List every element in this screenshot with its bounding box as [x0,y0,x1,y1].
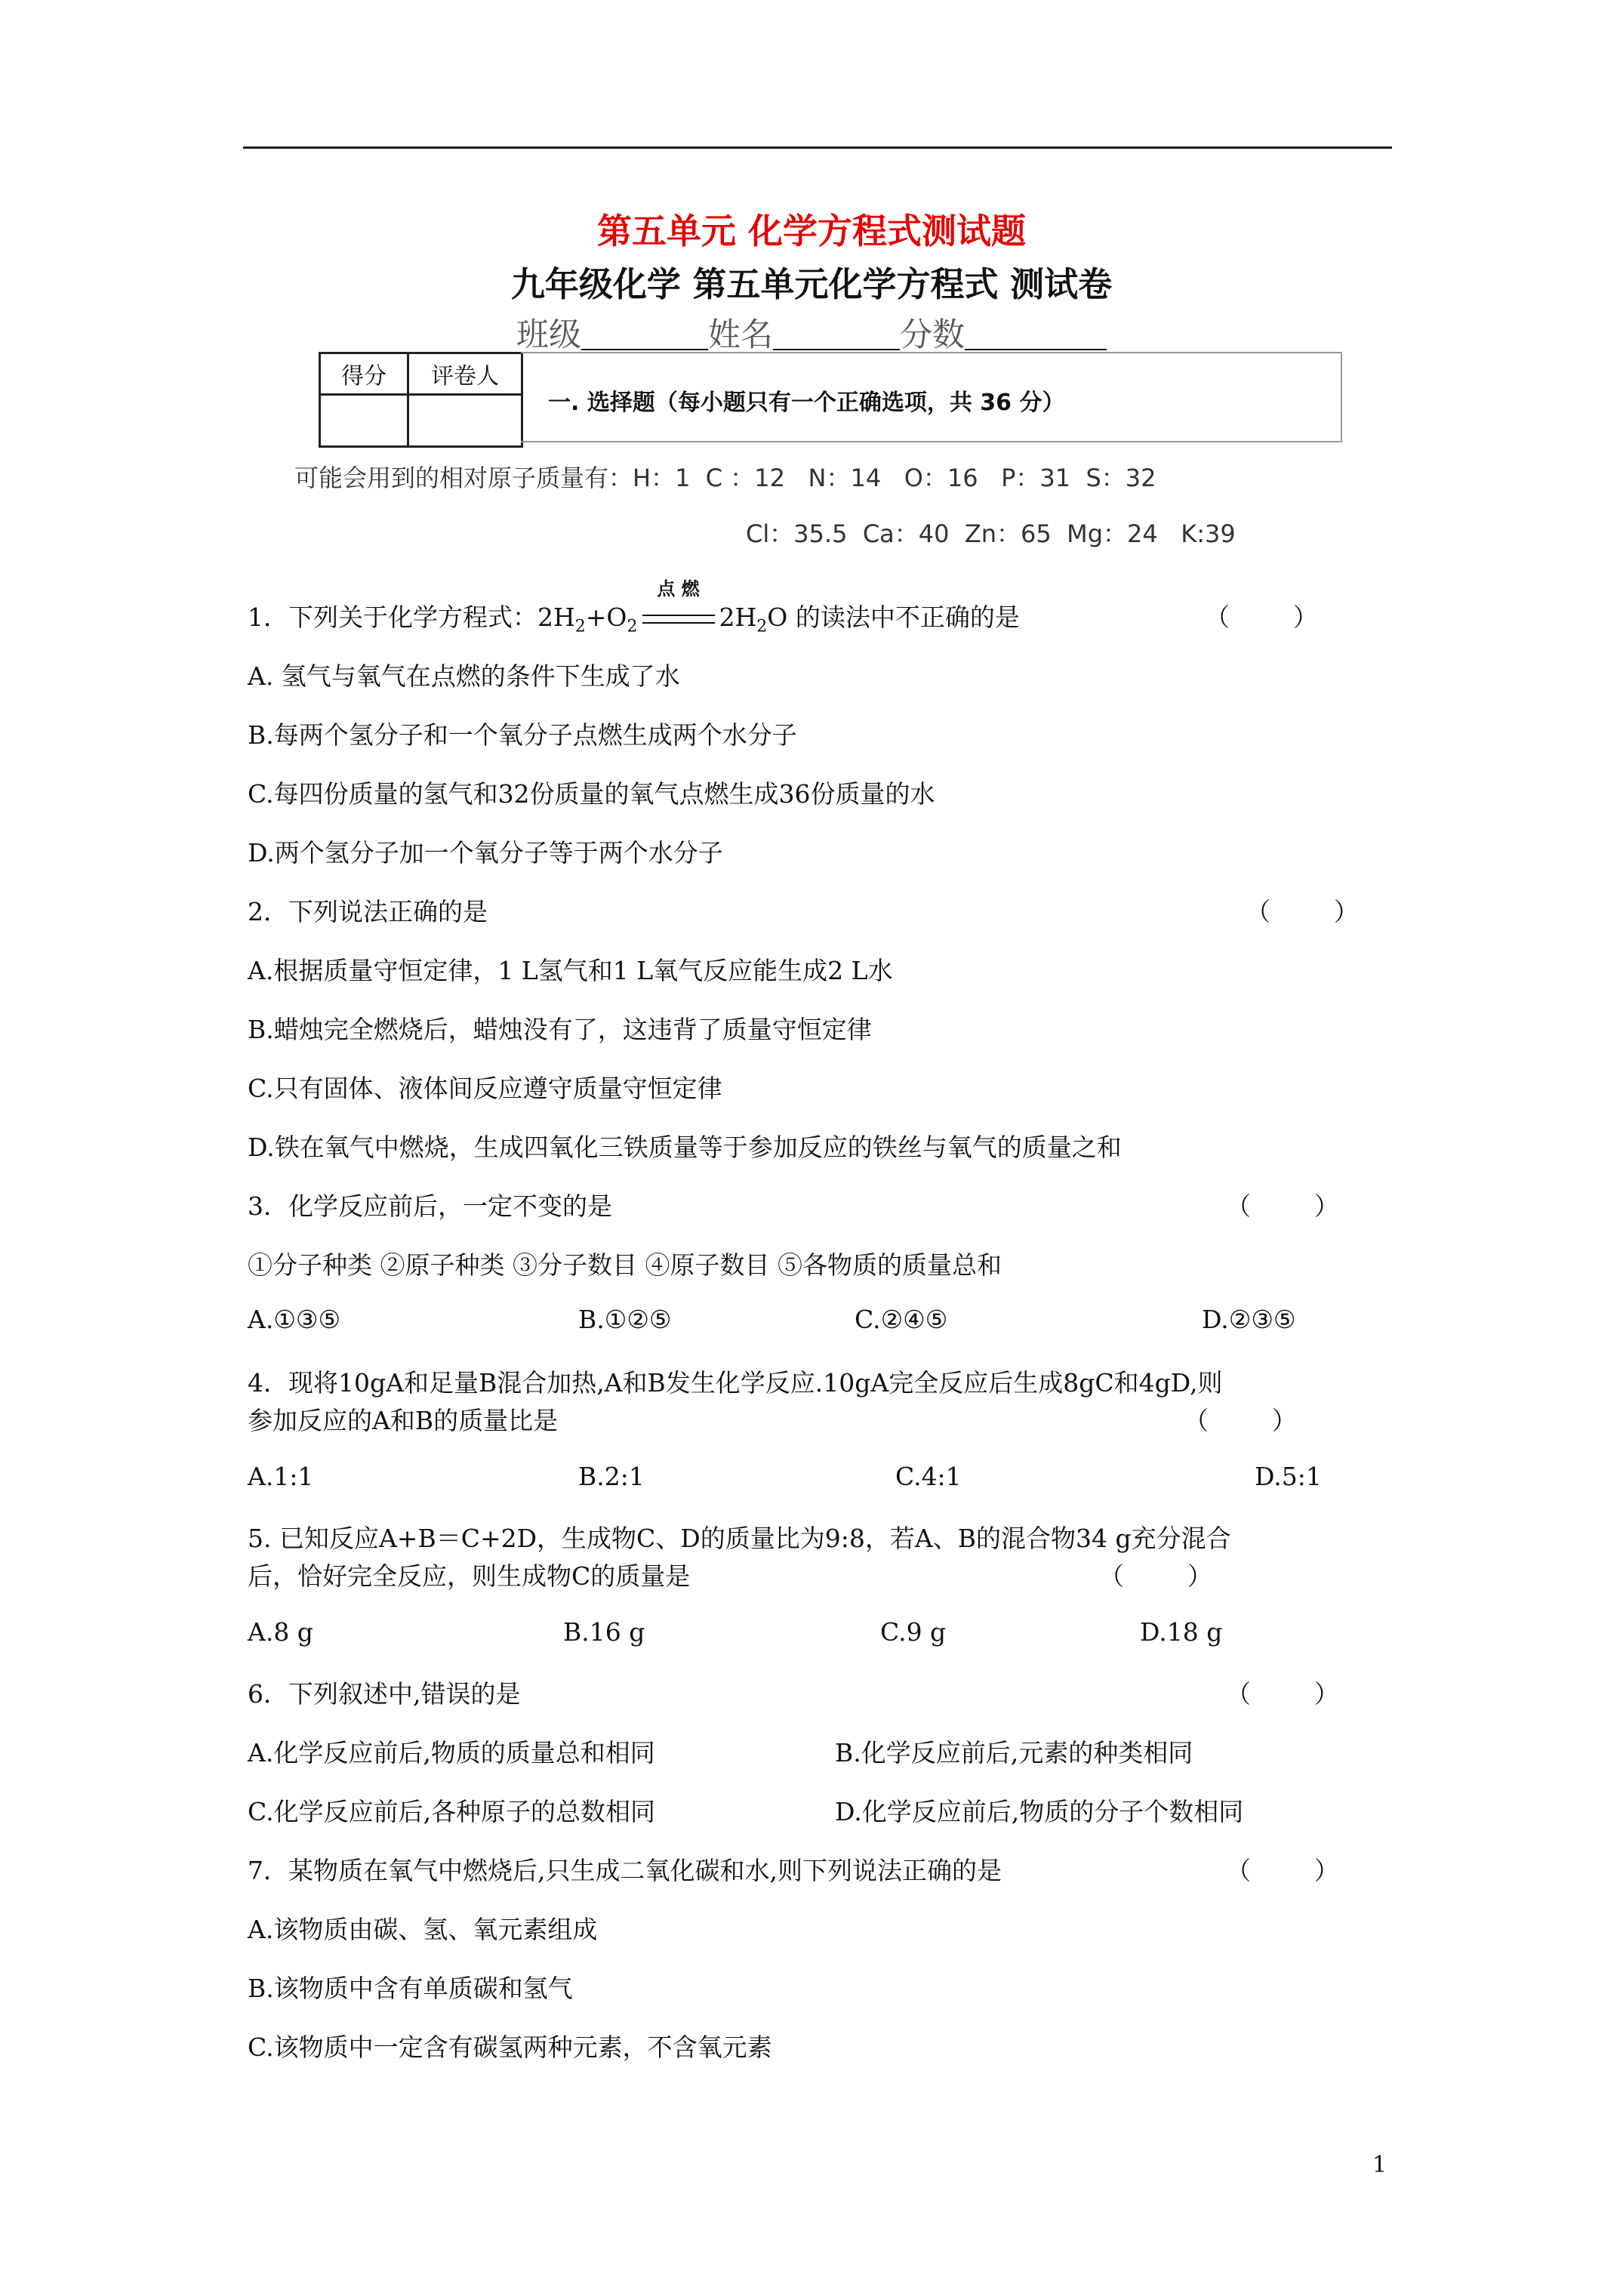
q3-answer-paren[interactable]: （ ） [1226,1191,1339,1221]
score-blank[interactable] [965,316,1107,350]
q4-option-d: D.5:1 [1255,1462,1322,1491]
question-7-stem: 7．某物质在氧气中燃烧后,只生成二氧化碳和水,则下列说法正确的是 [248,1856,1002,1885]
q5-option-d: D.18 g [1140,1617,1223,1647]
header-rule [243,146,1392,149]
q1-option-a: A. 氢气与氧气在点燃的条件下生成了水 [248,661,680,691]
page-number: 1 [1372,2152,1387,2178]
q5-option-a: A.8 g [248,1617,313,1647]
class-blank[interactable] [581,316,708,350]
q6-option-b: B.化学反应前后,元素的种类相同 [835,1738,1193,1767]
grader-cell[interactable] [408,395,522,447]
q7-option-b: B.该物质中含有单质碳和氢气 [248,1974,573,2003]
q5-answer-paren[interactable]: （ ） [1099,1561,1212,1591]
atomic-mass-line-2: Cl：35.5 Ca：40 Zn：65 Mg：24 K:39 [746,519,1236,548]
q7-answer-paren[interactable]: （ ） [1226,1856,1339,1885]
q1-equation: $2H_2+O_2$ 点 燃 $2H_2O$ [537,603,796,632]
grader-header: 评卷人 [408,353,522,395]
score-header: 得分 [320,353,408,395]
atomic-mass-line-1: 可能会用到的相对原子质量有：H：1 C ：12 N：14 O：16 P：31 S：32 [294,464,1156,492]
q1-option-d: D.两个氢分子加一个氧分子等于两个水分子 [248,838,723,868]
q5-option-c: C.9 g [880,1617,947,1647]
question-2-stem: 2．下列说法正确的是 [248,897,488,926]
q1-condition: 点 燃 [657,578,700,599]
class-label: 班级 [516,316,581,354]
q7-option-a: A.该物质由碳、氢、氧元素组成 [248,1915,598,1944]
score-cell[interactable] [320,395,408,447]
sub-title: 九年级化学 第五单元化学方程式 测试卷 [510,264,1113,304]
q2-option-d: D.铁在氧气中燃烧，生成四氧化三铁质量等于参加反应的铁丝与氧气的质量之和 [248,1133,1122,1162]
question-5-stem-line-1: 5. 已知反应A+B＝C+2D，生成物C、D的质量比为9:8，若A、B的混合物34 g充分混合 [248,1524,1231,1553]
question-6-stem: 6．下列叙述中,错误的是 [248,1679,521,1709]
question-3-stem: 3．化学反应前后，一定不变的是 [248,1191,612,1221]
name-label: 姓名 [708,316,773,354]
q1-option-b: B.每两个氢分子和一个氧分子点燃生成两个水分子 [248,720,797,750]
q6-option-a: A.化学反应前后,物质的质量总和相同 [248,1738,655,1767]
score-table [319,352,523,448]
question-5-stem-line-2: 后，恰好完全反应，则生成物C的质量是 [248,1561,691,1591]
q3-option-c: C.②④⑤ [855,1305,948,1334]
q6-option-c: C.化学反应前后,各种原子的总数相同 [248,1797,656,1826]
q2-option-b: B.蜡烛完全燃烧后，蜡烛没有了，这违背了质量守恒定律 [248,1015,872,1044]
q4-option-b: B.2:1 [578,1462,645,1491]
q4-option-c: C.4:1 [895,1462,962,1491]
q2-answer-paren[interactable]: （ ） [1246,897,1359,926]
main-title: 第五单元 化学方程式测试题 [596,211,1026,251]
q4-answer-paren[interactable]: （ ） [1184,1406,1297,1435]
q1-option-c: C.每四份质量的氢气和32份质量的氧气点燃生成36份质量的水 [248,779,935,809]
student-info-line [0,310,1623,356]
q3-option-b: B.①②⑤ [578,1305,672,1334]
q6-answer-paren[interactable]: （ ） [1226,1679,1339,1709]
score-label: 分数 [900,316,965,354]
question-1-stem [248,578,1020,636]
section-title: 一. 选择题（每小题只有一个正确选项，共 36 分） [548,390,1065,416]
q2-option-a: A.根据质量守恒定律，1 L氢气和1 L氧气反应能生成2 L水 [248,956,893,985]
q1-answer-paren[interactable]: （ ） [1205,603,1318,632]
q5-option-b: B.16 g [563,1617,645,1647]
q7-option-c: C.该物质中一定含有碳氢两种元素，不含氧元素 [248,2032,772,2062]
q4-option-a: A.1:1 [248,1462,314,1491]
q1-prefix: 1．下列关于化学方程式： [248,603,537,632]
q3-option-d: D.②③⑤ [1202,1305,1296,1334]
q6-option-d: D.化学反应前后,物质的分子个数相同 [835,1797,1244,1826]
question-4-stem-line-2: 参加反应的A和B的质量比是 [248,1406,559,1435]
q2-option-c: C.只有固体、液体间反应遵守质量守恒定律 [248,1074,722,1103]
name-blank[interactable] [773,316,900,350]
q1-suffix: 的读法中不正确的是 [795,603,1020,632]
q3-option-a: A.①③⑤ [248,1305,341,1334]
question-4-stem-line-1: 4．现将10gA和足量B混合加热,A和B发生化学反应.10gA完全反应后生成8gC和4gD,则 [248,1368,1223,1398]
q3-items: ①分子种类 ②原子种类 ③分子数目 ④原子数目 ⑤各物质的质量总和 [248,1250,1002,1280]
